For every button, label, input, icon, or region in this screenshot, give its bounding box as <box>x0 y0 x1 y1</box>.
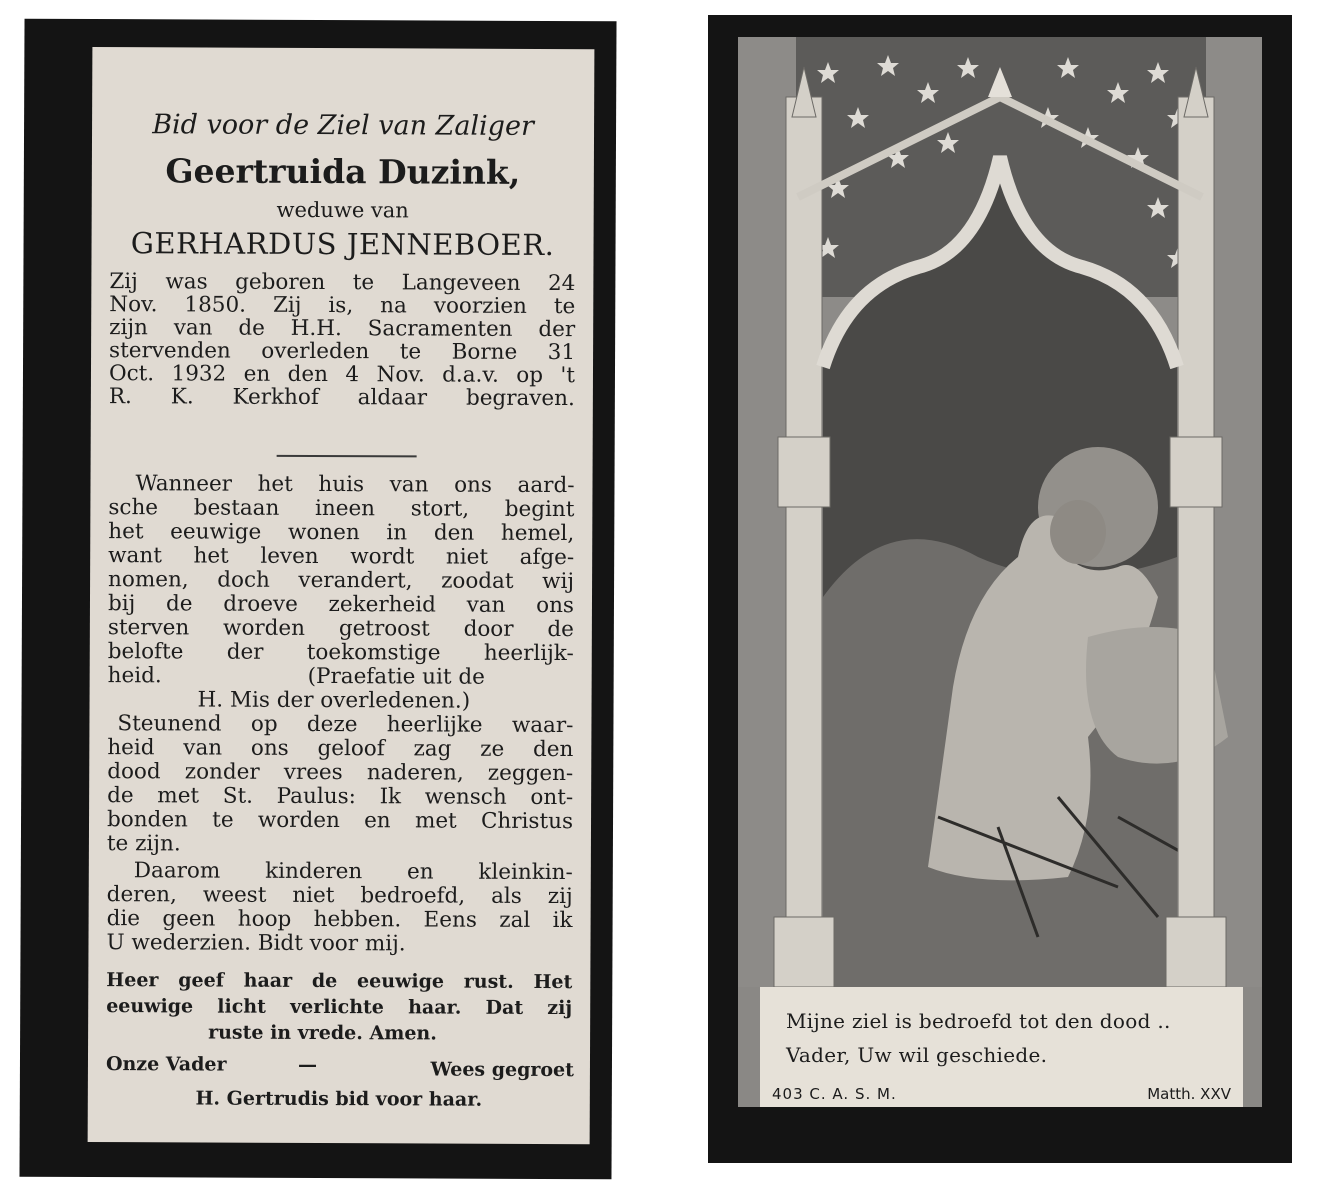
body-line: te zijn. <box>106 831 181 857</box>
text-panel <box>88 47 595 1144</box>
body-line: belofte der toekomstige heerlijk- <box>107 639 574 667</box>
body-line: heid. <box>107 663 162 689</box>
prayer-line: ruste in vrede. Amen. <box>208 1021 437 1045</box>
intro-line: Bid voor de Ziel van Zaliger <box>152 109 534 142</box>
bio-line: Nov. 1850. Zij is, na voorzien te <box>109 292 576 320</box>
source-line: H. Mis der overledenen.) <box>197 687 471 714</box>
source-line: (Praefatie uit de <box>307 663 485 690</box>
gethsemane-illustration <box>738 37 1262 987</box>
closing-line: H. Gertrudis bid voor haar. <box>195 1087 483 1111</box>
bio-line: zijn van de H.H. Sacramenten der <box>109 315 576 343</box>
prayer-line: eeuwige licht verlichte haar. Dat zij <box>106 995 573 1020</box>
bio-line: Oct. 1932 en den 4 Nov. d.a.v. op 't <box>108 361 576 389</box>
body-line: Steunend op deze heerlijke waar- <box>117 711 574 739</box>
widow-of-line: weduwe van <box>276 197 409 223</box>
scripture-reference: Matth. XXV <box>1147 1085 1231 1103</box>
prayer-line: Heer geef haar de eeuwige rust. Het <box>106 969 573 994</box>
bio-line: Zij was geboren te Langeveen 24 <box>109 269 576 297</box>
body-line: het eeuwige wonen in den hemel, <box>108 519 575 547</box>
deceased-name: Geertruida Duzink, <box>165 151 521 192</box>
body-line: want het leven wordt niet afge- <box>108 543 575 571</box>
body-line: nomen, doch verandert, zoodat wij <box>108 567 575 595</box>
bio-line: stervenden overleden te Borne 31 <box>109 338 576 366</box>
body-line: bij de droeve zekerheid van ons <box>107 591 575 619</box>
divider <box>277 455 417 458</box>
body-line: die geen hoop hebben. Eens zal ik <box>106 906 573 934</box>
wees-gegroet-label: Wees gegroet <box>430 1058 574 1082</box>
body-line: bonden te worden en met Christus <box>106 807 574 835</box>
body-line: sche bestaan ineen stort, begint <box>108 495 575 523</box>
body-line: sterven worden getroost door de <box>107 615 574 643</box>
onze-vader-label: Onze Vader <box>105 1053 227 1076</box>
body-line: Wanneer het huis van ons aard- <box>135 471 575 499</box>
body-line: de met St. Paulus: Ik wensch ont- <box>107 783 574 811</box>
body-line: dood zonder vrees naderen, zeggen- <box>107 759 574 787</box>
caption-line: Vader, Uw wil geschiede. <box>786 1043 1048 1067</box>
dash: — <box>297 1053 318 1076</box>
body-line: deren, weest niet bedroefd, als zij <box>106 882 573 910</box>
publisher-code: 403 C. A. S. M. <box>772 1085 897 1103</box>
husband-name: GERHARDUS JENNEBOER. <box>130 226 555 263</box>
memorial-card-picture-side <box>708 15 1292 1163</box>
memorial-card-text-side <box>19 19 616 1180</box>
body-line: Daarom kinderen en kleinkin- <box>133 858 573 886</box>
caption-line: Mijne ziel is bedroefd tot den dood .. <box>786 1009 1171 1033</box>
caption-panel <box>760 987 1243 1107</box>
body-line: U wederzien. Bidt voor mij. <box>106 930 406 957</box>
bio-line: R. K. Kerkhof aldaar begraven. <box>108 384 575 412</box>
body-line: heid van ons geloof zag ze den <box>107 735 574 763</box>
